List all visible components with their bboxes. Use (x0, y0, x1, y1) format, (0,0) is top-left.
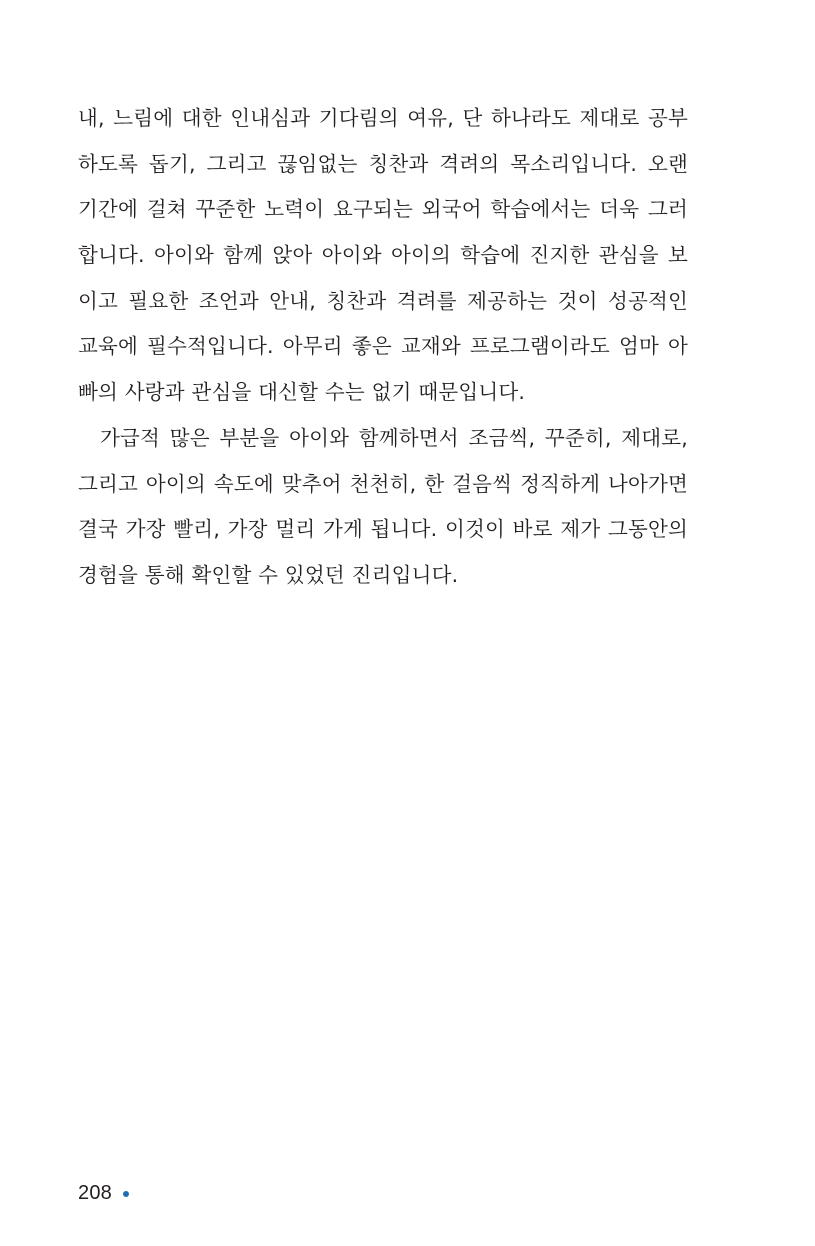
text-line: 기간에 걸쳐 꾸준한 노력이 요구되는 외국어 학습에서는 더욱 그러 (78, 197, 688, 222)
text-line: 결국 가장 빨리, 가장 멀리 가게 됩니다. 이것이 바로 제가 그동안의 (78, 517, 688, 542)
text-line: 이고 필요한 조언과 안내, 칭찬과 격려를 제공하는 것이 성공적인 (78, 288, 688, 313)
text-line: 가급적 많은 부분을 아이와 함께하면서 조금씩, 꾸준히, 제대로, (100, 425, 688, 450)
text-line: 그리고 아이의 속도에 맞추어 천천히, 한 걸음씩 정직하게 나아가면 (78, 471, 688, 496)
text-line: 경험을 통해 확인할 수 있었던 진리입니다. (78, 562, 459, 587)
text-line: 교육에 필수적입니다. 아무리 좋은 교재와 프로그램이라도 엄마 아 (78, 334, 688, 359)
text-line: 합니다. 아이와 함께 앉아 아이와 아이의 학습에 진지한 관심을 보 (78, 243, 688, 268)
bullet-dot-icon (123, 1191, 129, 1197)
page-footer (78, 1178, 129, 1208)
text-line: 내, 느림에 대한 인내심과 기다림의 여유, 단 하나라도 제대로 공부 (78, 106, 688, 130)
paragraph-2 (78, 416, 688, 599)
page-number: 208 (78, 1181, 112, 1204)
text-line: 하도록 돕기, 그리고 끊임없는 칭찬과 격려의 목소리입니다. 오랜 (78, 151, 688, 176)
paragraph-1 (78, 96, 688, 416)
body-text (78, 96, 688, 599)
text-line: 빠의 사랑과 관심을 대신할 수는 없기 때문입니다. (78, 380, 526, 405)
